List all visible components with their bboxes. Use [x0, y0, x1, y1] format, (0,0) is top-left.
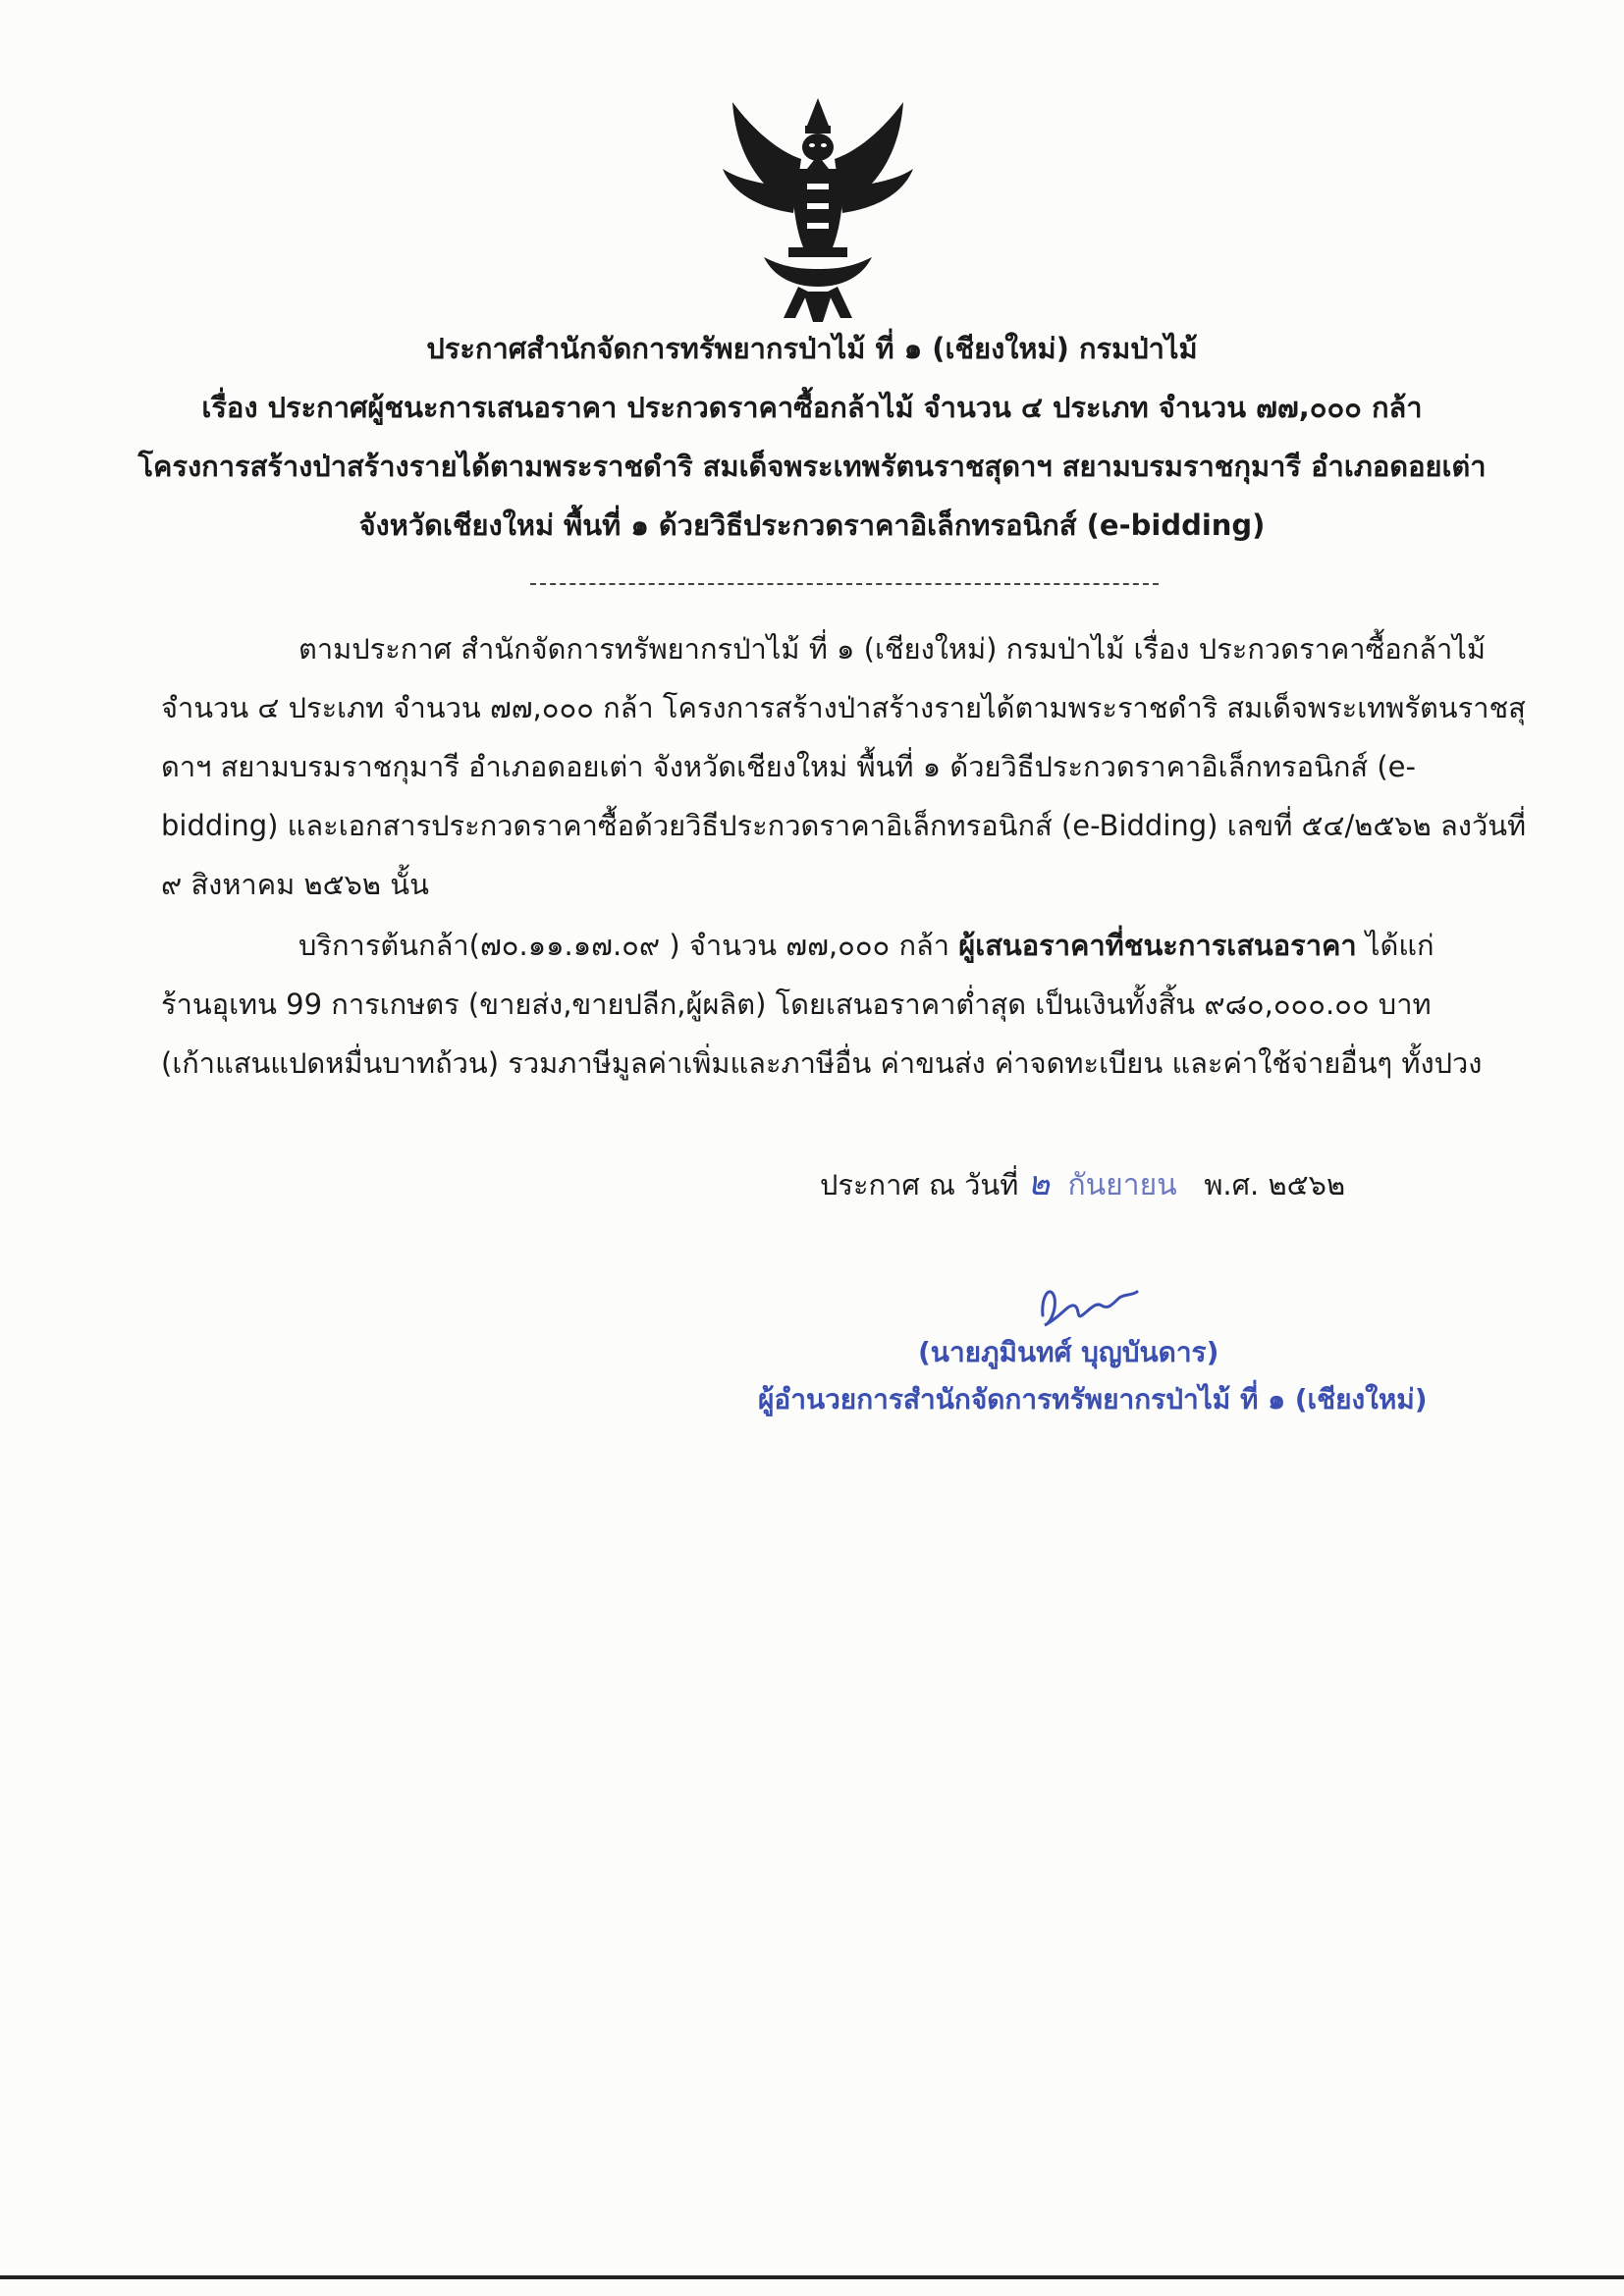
- announcement-location: จังหวัดเชียงใหม่ พื้นที่ ๑ ด้วยวิธีประกวดราคาอิเล็กทรอนิกส์ (e-bidding): [358, 508, 1266, 542]
- service-description: บริการต้นกล้า(๗๐.๑๑.๑๗.๐๙ ) จำนวน ๗๗,๐๐๐ กล้า: [298, 929, 959, 962]
- paragraph-1-line-4: bidding) และเอกสารประกวดราคาซื้อด้วยวิธีประกวดราคาอิเล็กทรอนิกส์ (e-Bidding) เลขที่ ๕๔/๒๕๖๒ ลงวันที่: [161, 809, 1527, 842]
- paragraph-2-line-1: [298, 923, 1435, 968]
- winner-prefix: ได้แก่: [1356, 929, 1435, 962]
- paragraph-1-line-3: ดาฯ สยามบรมราชกุมารี อำเภอดอยเต่า จังหวัดเชียงใหม่ พื้นที่ ๑ ด้วยวิธีประกวดราคาอิเล็กทรอนิกส์ (e-: [161, 750, 1416, 783]
- paragraph-2-line-3: (เก้าแสนแปดหมื่นบาทถ้วน) รวมภาษีมูลค่าเพิ่มและภาษีอื่น ค่าขนส่ง ค่าจดทะเบียน และค่าใช้จ่ายอื่นๆ ทั้งปวง: [161, 1046, 1483, 1080]
- paragraph-2-line-2: ร้านอุเทน 99 การเกษตร (ขายส่ง,ขายปลีก,ผู้ผลิต) โดยเสนอราคาต่ำสุด เป็นเงินทั้งสิ้น ๙๘๐,๐๐๐.๐๐ บาท: [161, 988, 1432, 1021]
- paragraph-1-line-5: ๙ สิงหาคม ๒๕๖๒ นั้น: [161, 868, 429, 901]
- announcement-project: โครงการสร้างป่าสร้างรายได้ตามพระราชดำริ สมเด็จพระเทพรัตนราชสุดาฯ สยามบรมราชกุมารี อำเภอดอยเต่า: [137, 450, 1487, 483]
- announcement-date: [820, 1156, 1345, 1209]
- announcement-subject: เรื่อง ประกาศผู้ชนะการเสนอราคา ประกวดราคาซื้อกล้าไม้ จำนวน ๔ ประเภท จำนวน ๗๗,๐๐๐ กล้า: [201, 391, 1423, 424]
- signature-icon: [1021, 1276, 1149, 1335]
- winning-bidder-label: ผู้เสนอราคาที่ชนะการเสนอราคา: [958, 929, 1357, 962]
- date-prefix: ประกาศ ณ วันที่: [820, 1168, 1028, 1201]
- date-month-handwritten: กันยายน: [1067, 1168, 1177, 1202]
- header-divider: [530, 583, 1159, 585]
- signatory-title: ผู้อำนวยการสำนักจัดการทรัพยากรป่าไม้ ที่ ๑ (เชียงใหม่): [758, 1383, 1428, 1415]
- date-day-handwritten: ๒: [1027, 1164, 1051, 1203]
- paragraph-1-line-2: จำนวน ๔ ประเภท จำนวน ๗๗,๐๐๐ กล้า โครงการสร้างป่าสร้างรายได้ตามพระราชดำริ สมเด็จพระเทพรัตนราชสุ: [161, 691, 1526, 724]
- scan-bottom-edge: [0, 2275, 1624, 2279]
- garuda-emblem-icon: [705, 90, 931, 326]
- paragraph-1-line-1: ตามประกาศ สำนักจัดการทรัพยากรป่าไม้ ที่ ๑ (เชียงใหม่) กรมป่าไม้ เรื่อง ประกวดราคาซื้อกล้าไม้: [298, 632, 1486, 666]
- announcement-heading: ประกาศสำนักจัดการทรัพยากรป่าไม้ ที่ ๑ (เชียงใหม่) กรมป่าไม้: [426, 332, 1198, 365]
- date-year: พ.ศ. ๒๕๖๒: [1204, 1168, 1346, 1201]
- signatory-name: (นายภูมินทศ์ บุญบันดาร): [918, 1336, 1219, 1368]
